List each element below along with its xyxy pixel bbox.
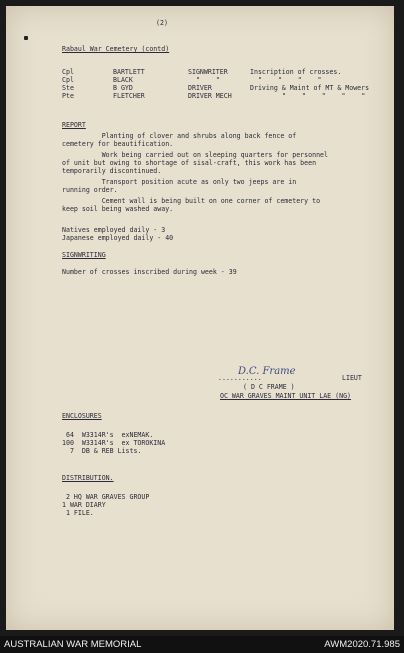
archive-name: AUSTRALIAN WAR MEMORIAL [4,639,142,650]
report-line: cemetery for beautification. [62,140,174,148]
personnel-name: BLACK [113,76,133,84]
staple-mark [24,36,28,40]
report-heading: REPORT [62,121,86,129]
natives-line: Natives employed daily - 3 [62,226,166,234]
report-line: Transport position acute as only two jeeps are in [62,178,297,186]
personnel-rank: Pte [62,92,74,100]
signwriting-line: Number of crosses inscribed during week - 39 [62,268,237,276]
archive-reference: AWM2020.71.985 [324,639,400,650]
list-item: 64 W3314R's exNEMAK. [62,431,154,439]
list-item: 1 FILE. [62,509,94,517]
list-item: 7 DB & REB Lists. [62,447,142,455]
personnel-rank: Ste [62,84,74,92]
signwriting-heading: SIGNWRITING [62,251,106,259]
page-number: (2) [156,19,168,27]
personnel-role: DRIVER MECH [188,92,232,100]
report-line: Work being carried out on sleeping quarters for personnel [62,151,328,159]
report-line: Cement wall is being built on one corner of cemetery to [62,197,321,205]
personnel-task: " " " " [258,76,322,84]
report-line: temporarily discontinued. [62,167,162,175]
signature-unit: OC WAR GRAVES MAINT UNIT LAE (NG) [220,392,352,400]
personnel-role: DRIVER [188,84,212,92]
personnel-rank: Cpl [62,68,74,76]
personnel-name: B GYD [113,84,133,92]
personnel-name: BARTLETT [113,68,145,76]
signature-name: ( D C FRAME ) [243,383,295,391]
personnel-task: " " " " " [282,92,366,100]
japanese-line: Japanese employed daily - 40 [62,234,174,242]
personnel-role: SIGNWRITER [188,68,228,76]
report-line: Planting of clover and shrubs along back fence of [62,132,297,140]
report-line: of unit but owing to shortage of sisal-craft, this work has been [62,159,317,167]
personnel-name: FLETCHER [113,92,145,100]
personnel-rank: Cpl [62,76,74,84]
signature-dots: ........... [218,374,262,382]
personnel-task: Inscription of crosses. [250,68,342,76]
section-heading: Rabaul War Cemetery (contd) [62,45,170,53]
personnel-role: " " [196,76,220,84]
handwritten-signature: D.C. Frame [238,366,296,377]
signature-rank: LIEUT [342,374,362,382]
archive-footer [0,636,404,653]
enclosures-heading: ENCLOSURES [62,412,102,420]
list-item: 1 WAR DIARY [62,501,106,509]
personnel-task: Driving & Maint of MT & Mowers [250,84,370,92]
distribution-heading: DISTRIBUTION. [62,474,114,482]
document-page [6,6,394,630]
list-item: 2 HQ WAR GRAVES GROUP [62,493,150,501]
list-item: 100 W3314R's ex TOROKINA [62,439,166,447]
report-line: keep soil being washed away. [62,205,174,213]
report-line: running order. [62,186,118,194]
